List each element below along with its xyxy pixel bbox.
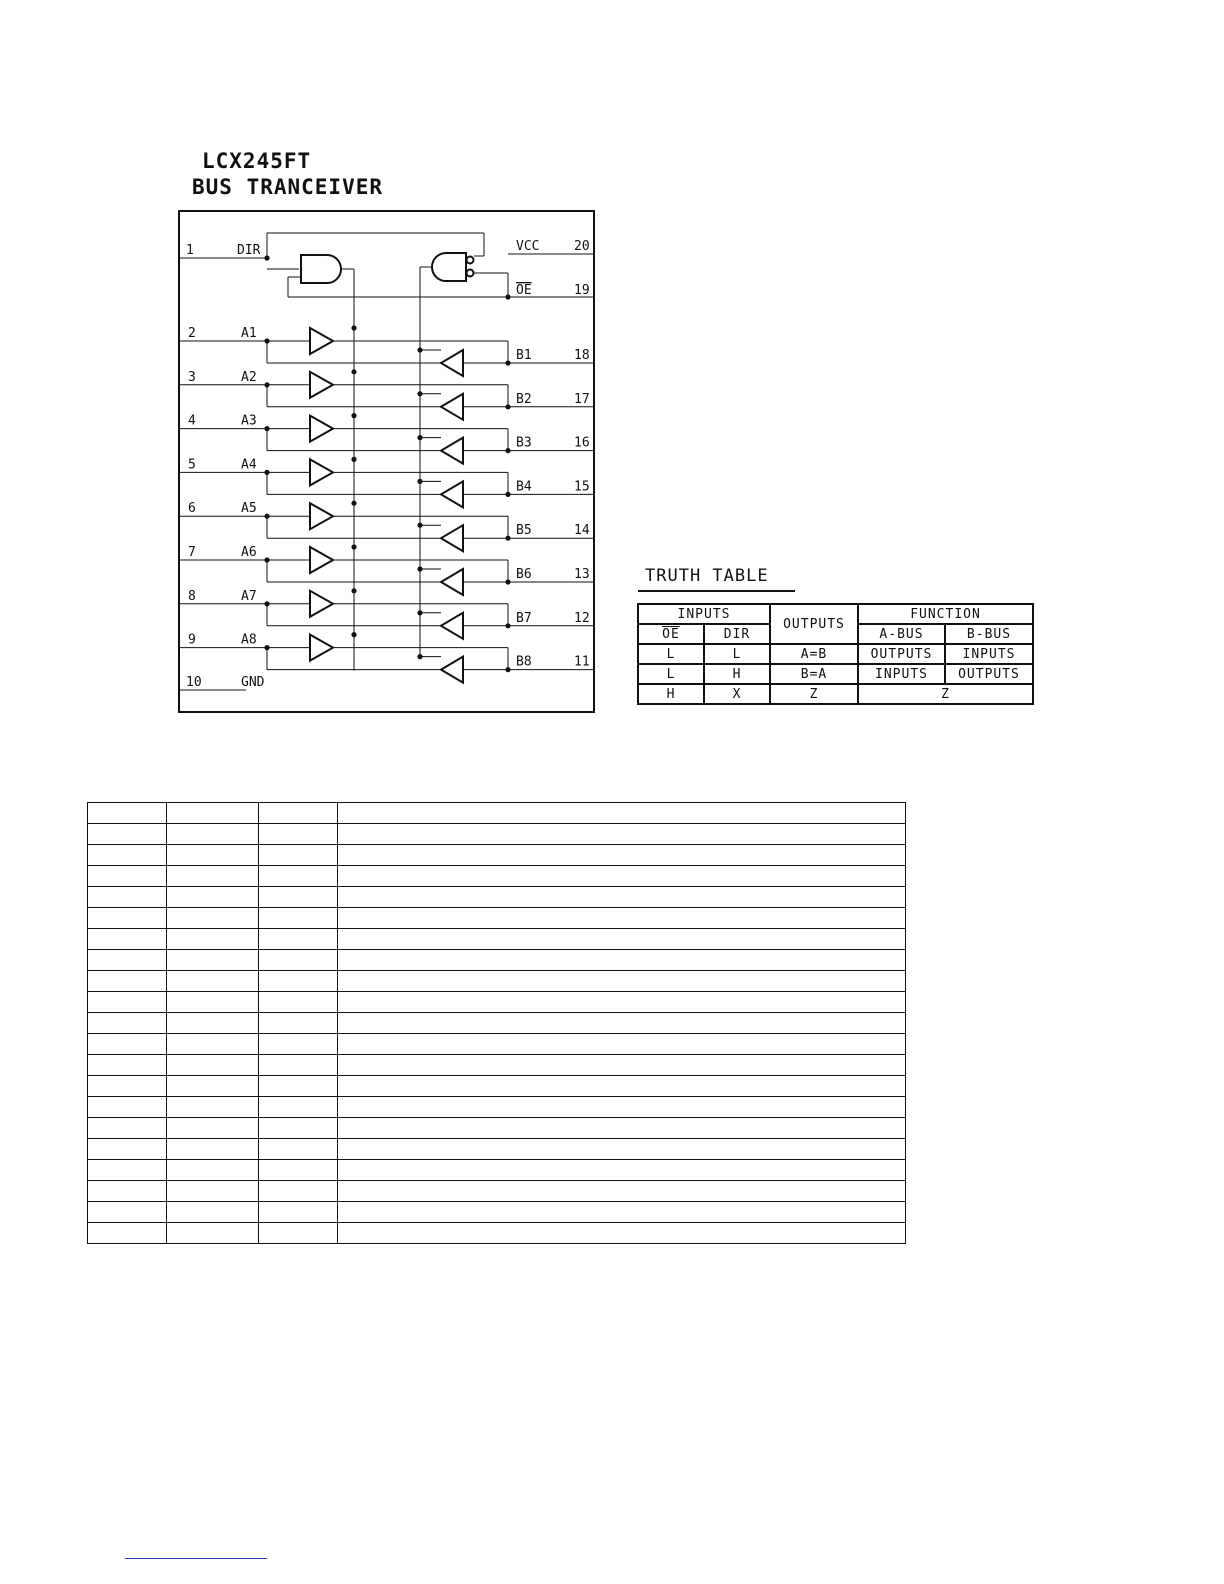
buffer-b-to-a-triangle [441, 525, 463, 551]
buffer-b-to-a-triangle [441, 657, 463, 683]
table-cell [167, 824, 259, 845]
table-cell [167, 971, 259, 992]
function-header: FUNCTION [858, 604, 1033, 624]
junction-dot [505, 536, 510, 541]
table-cell [259, 1181, 338, 1202]
b-bus-cell: OUTPUTS [945, 664, 1033, 684]
outputs-cell: B=A [770, 664, 858, 684]
pin-label-b8: B8 [516, 654, 532, 670]
oe-cell: L [638, 664, 704, 684]
table-cell [167, 950, 259, 971]
oe-cell: L [638, 644, 704, 664]
outputs-cell: Z [770, 684, 858, 704]
table-cell [167, 1097, 259, 1118]
table-cell [259, 971, 338, 992]
footer-link-underline[interactable] [125, 1558, 267, 1559]
pin-label-b3: B3 [516, 435, 532, 451]
table-cell [259, 1223, 338, 1244]
inverting-bubble [467, 257, 474, 264]
table-row [88, 1013, 906, 1034]
table-cell [259, 803, 338, 824]
buffer-b-to-a-triangle [441, 613, 463, 639]
table-cell [338, 1202, 906, 1223]
table-cell [259, 1118, 338, 1139]
table-cell [167, 992, 259, 1013]
table-cell [338, 1181, 906, 1202]
pin-number-16: 16 [574, 435, 590, 451]
pin-label-b4: B4 [516, 479, 532, 495]
buffer-b-to-a-triangle [441, 481, 463, 507]
junction-dot [505, 294, 510, 299]
table-row [88, 824, 906, 845]
table-cell [167, 1160, 259, 1181]
table-row [638, 664, 1033, 684]
table-cell [338, 950, 906, 971]
junction-dot [264, 645, 269, 650]
table-cell [259, 1013, 338, 1034]
truth-table-heading: TRUTH TABLE [645, 566, 769, 586]
pin-label-a5: A5 [241, 501, 257, 517]
table-cell [338, 845, 906, 866]
pin-label-b6: B6 [516, 567, 532, 582]
table-cell [338, 1013, 906, 1034]
junction-dot [417, 654, 422, 659]
buffer-a-to-b-triangle [310, 503, 333, 529]
table-cell [259, 1055, 338, 1076]
buffer-a-to-b-triangle [310, 547, 333, 573]
junction-dot [505, 579, 510, 584]
table-cell [338, 824, 906, 845]
junction-dot [417, 391, 422, 396]
table-cell [259, 1034, 338, 1055]
table-cell [88, 1118, 167, 1139]
table-row [88, 929, 906, 950]
junction-dot [417, 523, 422, 528]
table-cell [88, 1181, 167, 1202]
table-cell [338, 866, 906, 887]
table-cell [338, 971, 906, 992]
pin-number-4: 4 [188, 413, 196, 429]
table-cell [338, 908, 906, 929]
table-cell [259, 1160, 338, 1181]
buffer-b-to-a-triangle [441, 438, 463, 464]
pin-number-13: 13 [574, 567, 590, 582]
buffer-a-to-b-triangle [310, 635, 333, 661]
table-cell [338, 1139, 906, 1160]
table-cell [338, 1160, 906, 1181]
table-row [88, 1139, 906, 1160]
junction-dot [264, 557, 269, 562]
junction-dot [351, 325, 356, 330]
table-cell [338, 803, 906, 824]
buffer-b-to-a-triangle [441, 350, 463, 376]
pin-number-12: 12 [574, 610, 590, 626]
table-cell [88, 824, 167, 845]
table-row [638, 644, 1033, 664]
table-cell [167, 1202, 259, 1223]
junction-dot [351, 588, 356, 593]
junction-dot [417, 347, 422, 352]
table-cell [88, 803, 167, 824]
table-cell [167, 929, 259, 950]
table-cell [338, 1076, 906, 1097]
table-row [638, 684, 1033, 704]
junction-dot [351, 501, 356, 506]
table-cell [88, 992, 167, 1013]
table-cell [259, 866, 338, 887]
part-number-title: LCX245FT [202, 149, 312, 173]
table-row [88, 1202, 906, 1223]
junction-dot [264, 338, 269, 343]
table-cell [167, 908, 259, 929]
table-cell [167, 1076, 259, 1097]
blank-parts-table [87, 802, 906, 1244]
table-cell [88, 1013, 167, 1034]
inverting-bubble [467, 270, 474, 277]
inputs-header: INPUTS [638, 604, 770, 624]
table-cell [259, 824, 338, 845]
table-cell [88, 908, 167, 929]
table-row [88, 1181, 906, 1202]
outputs-header: OUTPUTS [770, 604, 858, 644]
table-cell [88, 887, 167, 908]
junction-dot [351, 413, 356, 418]
table-cell [88, 1202, 167, 1223]
table-cell [338, 929, 906, 950]
pin-number-11: 11 [574, 654, 590, 670]
b-bus-header: B-BUS [945, 624, 1033, 644]
junction-dot [351, 632, 356, 637]
junction-dot [417, 610, 422, 615]
junction-dot [505, 404, 510, 409]
function-cell: Z [858, 684, 1033, 704]
table-cell [167, 1223, 259, 1244]
junction-dot [505, 360, 510, 365]
pin-label-vcc: VCC [516, 239, 540, 254]
junction-dot [417, 566, 422, 571]
part-description-title: BUS TRANCEIVER [192, 175, 384, 199]
junction-dot [505, 623, 510, 628]
pin-label-a7: A7 [241, 588, 257, 604]
table-cell [338, 1097, 906, 1118]
table-row [88, 1118, 906, 1139]
outputs-cell: A=B [770, 644, 858, 664]
pin-number-2: 2 [188, 326, 196, 341]
table-row [88, 971, 906, 992]
junction-dot [417, 435, 422, 440]
pin-label-a1: A1 [241, 326, 257, 341]
truth-table [637, 603, 1034, 705]
table-cell [88, 971, 167, 992]
pin-number-1: 1 [186, 243, 194, 258]
table-cell [259, 908, 338, 929]
table-cell [167, 1118, 259, 1139]
pin-label-b5: B5 [516, 523, 532, 539]
buffer-b-to-a-triangle [441, 569, 463, 595]
junction-dot [264, 470, 269, 475]
table-cell [259, 845, 338, 866]
pin-label-b1: B1 [516, 348, 532, 363]
buffer-a-to-b-triangle [310, 591, 333, 617]
table-cell [167, 803, 259, 824]
pin-label-gnd: GND [241, 675, 265, 690]
table-cell [167, 887, 259, 908]
and-gate-shape [301, 255, 341, 283]
pin-label-a8: A8 [241, 632, 257, 648]
table-cell [167, 1055, 259, 1076]
nand-gate-shape [432, 253, 466, 281]
table-cell [259, 929, 338, 950]
dir-header: DIR [704, 624, 770, 644]
pin-number-15: 15 [574, 479, 590, 495]
table-row [88, 1034, 906, 1055]
junction-dot [264, 514, 269, 519]
junction-dot [417, 479, 422, 484]
table-cell [338, 992, 906, 1013]
table-cell [88, 950, 167, 971]
pin-number-9: 9 [188, 632, 196, 648]
table-row [88, 1160, 906, 1181]
truth-table-header-row [638, 604, 1033, 624]
table-cell [259, 1202, 338, 1223]
dir-cell: L [704, 644, 770, 664]
a-bus-cell: INPUTS [858, 664, 945, 684]
dir-cell: H [704, 664, 770, 684]
table-cell [88, 866, 167, 887]
table-cell [88, 1160, 167, 1181]
table-cell [167, 1181, 259, 1202]
table-cell [88, 845, 167, 866]
pin-label-oe: OE [516, 283, 532, 298]
truth-table-heading-underline [638, 590, 795, 592]
table-row [88, 908, 906, 929]
table-cell [259, 992, 338, 1013]
table-row [88, 866, 906, 887]
table-cell [338, 1223, 906, 1244]
buffer-a-to-b-triangle [310, 459, 333, 485]
table-cell [259, 1139, 338, 1160]
junction-dot [505, 448, 510, 453]
a-bus-header: A-BUS [858, 624, 945, 644]
buffer-a-to-b-triangle [310, 372, 333, 398]
table-cell [88, 929, 167, 950]
pin-label-dir: DIR [237, 243, 261, 258]
table-cell [259, 1097, 338, 1118]
b-bus-cell: INPUTS [945, 644, 1033, 664]
table-cell [338, 887, 906, 908]
junction-dot [264, 255, 269, 260]
junction-dot [351, 369, 356, 374]
junction-dot [264, 601, 269, 606]
table-row [88, 1097, 906, 1118]
table-row [88, 803, 906, 824]
table-cell [88, 1034, 167, 1055]
table-row [88, 887, 906, 908]
pin-label-b7: B7 [516, 610, 532, 626]
table-cell [338, 1118, 906, 1139]
table-row [88, 1055, 906, 1076]
table-cell [167, 1013, 259, 1034]
pin-label-a2: A2 [241, 369, 257, 385]
table-row [88, 1076, 906, 1097]
pin-label-b2: B2 [516, 391, 532, 407]
pin-number-5: 5 [188, 457, 196, 473]
buffer-a-to-b-triangle [310, 328, 333, 354]
table-row [88, 950, 906, 971]
pin-number-7: 7 [188, 545, 196, 560]
pin-number-14: 14 [574, 523, 590, 539]
junction-dot [264, 426, 269, 431]
pin-number-18: 18 [574, 348, 590, 363]
table-cell [88, 1055, 167, 1076]
pin-label-a6: A6 [241, 545, 257, 560]
junction-dot [264, 382, 269, 387]
table-cell [88, 1139, 167, 1160]
junction-dot [505, 492, 510, 497]
pin-number-8: 8 [188, 588, 196, 604]
table-cell [338, 1055, 906, 1076]
table-cell [167, 1034, 259, 1055]
oe-cell: H [638, 684, 704, 704]
schematic-diagram [0, 0, 1224, 760]
a-bus-cell: OUTPUTS [858, 644, 945, 664]
pin-number-10: 10 [186, 675, 202, 690]
buffer-a-to-b-triangle [310, 416, 333, 442]
table-cell [338, 1034, 906, 1055]
pin-number-3: 3 [188, 369, 196, 385]
table-row [88, 1223, 906, 1244]
table-cell [167, 845, 259, 866]
table-cell [259, 1076, 338, 1097]
pin-number-17: 17 [574, 391, 590, 407]
table-cell [88, 1076, 167, 1097]
junction-dot [505, 667, 510, 672]
pin-number-6: 6 [188, 501, 196, 517]
table-cell [88, 1223, 167, 1244]
table-cell [167, 866, 259, 887]
table-cell [88, 1097, 167, 1118]
table-cell [167, 1139, 259, 1160]
oe-header: $\overline{OE}$ [638, 624, 704, 644]
table-cell [259, 950, 338, 971]
buffer-b-to-a-triangle [441, 394, 463, 420]
pin-number-20: 20 [574, 239, 590, 254]
table-cell [259, 887, 338, 908]
pin-number-19: 19 [574, 283, 590, 298]
dir-cell: X [704, 684, 770, 704]
pin-label-a3: A3 [241, 413, 257, 429]
table-row [88, 992, 906, 1013]
junction-dot [351, 544, 356, 549]
pin-label-a4: A4 [241, 457, 257, 473]
junction-dot [351, 457, 356, 462]
table-row [88, 845, 906, 866]
